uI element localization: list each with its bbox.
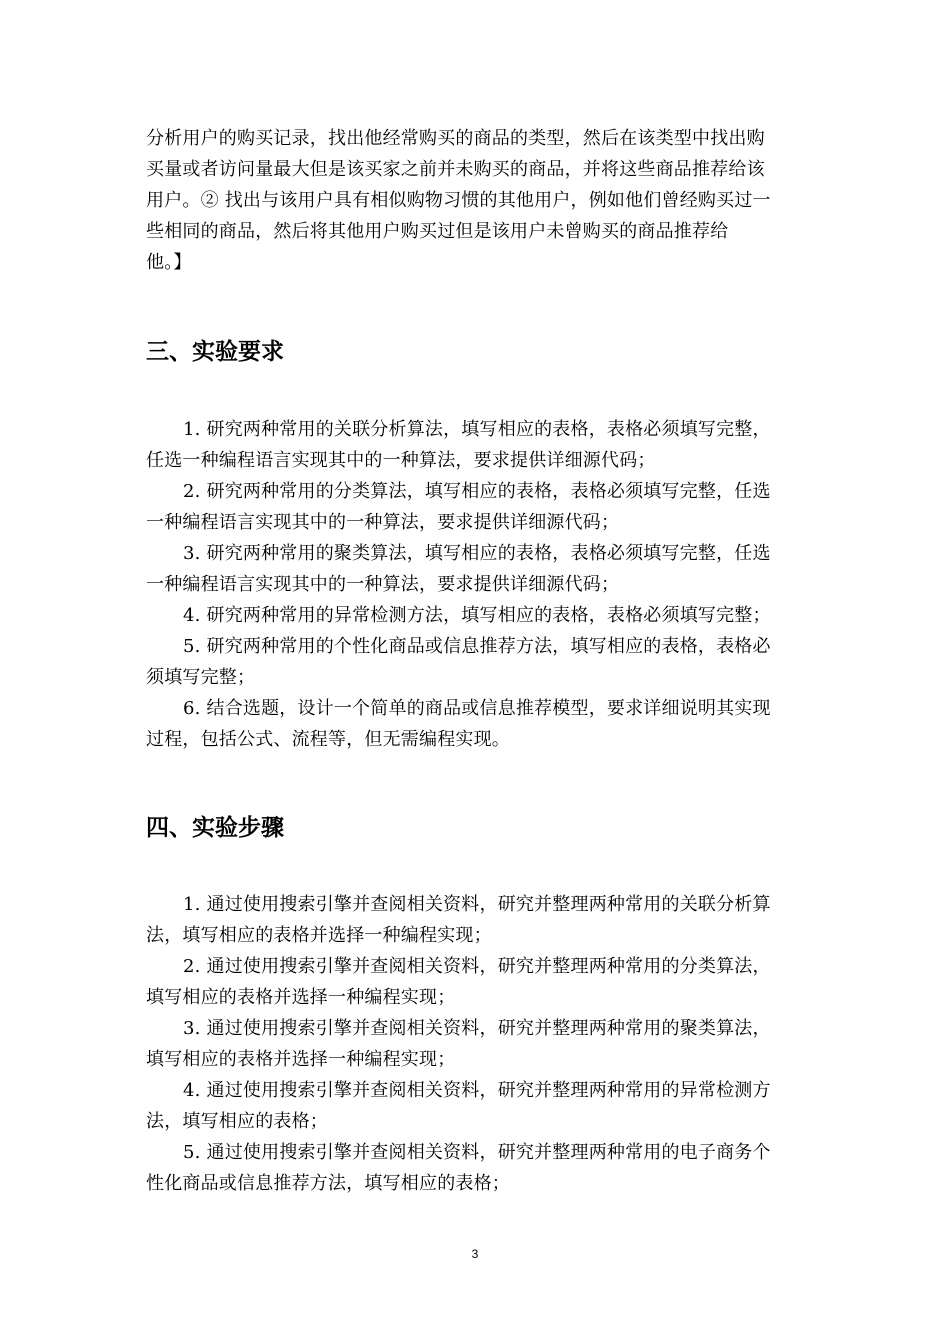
page-number: 3 (471, 1247, 479, 1261)
list-item-continuation: 一种编程语言实现其中的一种算法，要求提供详细源代码； (146, 574, 620, 595)
paragraph-line: 买量或者访问量最大但是该买家之前并未购买的商品，并将这些商品推荐给该 (146, 159, 765, 180)
list-item: 1. 研究两种常用的关联分析算法，填写相应的表格，表格必须填写完整， (183, 419, 771, 440)
list-item: 4. 研究两种常用的异常检测方法，填写相应的表格，表格必须填写完整； (183, 605, 771, 626)
section-heading-steps: 四、实验步骤 (146, 815, 284, 841)
steps-list (146, 889, 806, 1199)
list-item-continuation: 任选一种编程语言实现其中的一种算法，要求提供详细源代码； (146, 450, 656, 471)
list-item: 4. 通过使用搜索引擎并查阅相关资料，研究并整理两种常用的异常检测方 (183, 1080, 771, 1101)
list-item-continuation: 须填写完整； (146, 667, 256, 688)
list-item: 6. 结合选题，设计一个简单的商品或信息推荐模型，要求详细说明其实现 (183, 698, 771, 719)
paragraph-line: 些相同的商品，然后将其他用户购买过但是该用户未曾购买的商品推荐给 (146, 221, 729, 242)
list-item: 1. 通过使用搜索引擎并查阅相关资料，研究并整理两种常用的关联分析算 (183, 894, 771, 915)
list-item-continuation: 性化商品或信息推荐方法，填写相应的表格； (146, 1173, 510, 1194)
requirements-list (146, 414, 806, 755)
list-item: 5. 研究两种常用的个性化商品或信息推荐方法，填写相应的表格，表格必 (183, 636, 771, 657)
paragraph-line: 分析用户的购买记录，找出他经常购买的商品的类型，然后在该类型中找出购 (146, 128, 765, 149)
paragraph-line: 他。】 (146, 252, 192, 273)
list-item-continuation: 填写相应的表格并选择一种编程实现； (146, 987, 456, 1008)
list-item: 2. 通过使用搜索引擎并查阅相关资料，研究并整理两种常用的分类算法， (183, 956, 771, 977)
list-item: 3. 研究两种常用的聚类算法，填写相应的表格，表格必须填写完整，任选 (183, 543, 771, 564)
list-item: 2. 研究两种常用的分类算法，填写相应的表格，表格必须填写完整，任选 (183, 481, 771, 502)
section-heading-requirements: 三、实验要求 (146, 339, 284, 365)
list-item: 5. 通过使用搜索引擎并查阅相关资料，研究并整理两种常用的电子商务个 (183, 1142, 771, 1163)
list-item-continuation: 一种编程语言实现其中的一种算法，要求提供详细源代码； (146, 512, 620, 533)
paragraph-line: 用户。② 找出与该用户具有相似购物习惯的其他用户，例如他们曾经购买过一 (146, 190, 771, 211)
list-item-continuation: 法，填写相应的表格； (146, 1111, 328, 1132)
list-item-continuation: 法，填写相应的表格并选择一种编程实现； (146, 925, 492, 946)
list-item-continuation: 过程，包括公式、流程等，但无需编程实现。 (146, 729, 510, 750)
intro-paragraph (146, 123, 806, 278)
list-item-continuation: 填写相应的表格并选择一种编程实现； (146, 1049, 456, 1070)
list-item: 3. 通过使用搜索引擎并查阅相关资料，研究并整理两种常用的聚类算法， (183, 1018, 771, 1039)
